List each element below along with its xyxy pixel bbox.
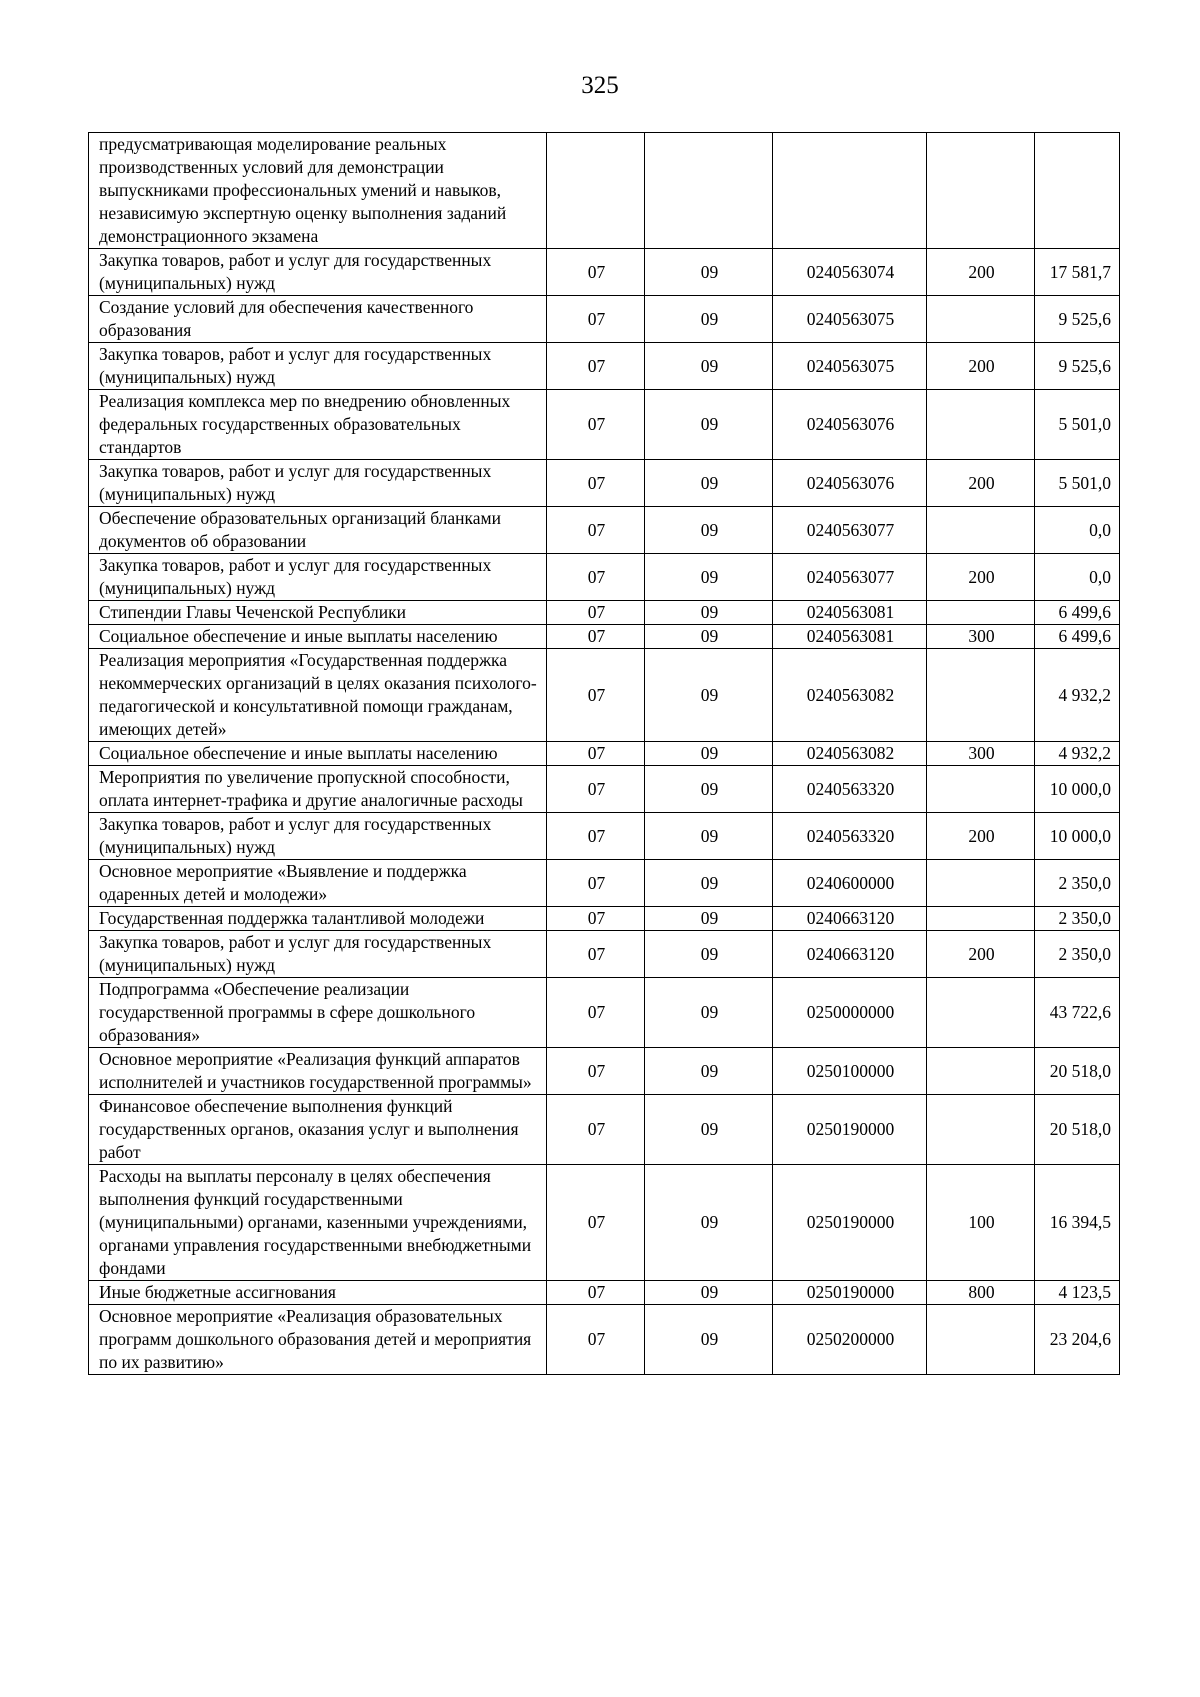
- row-name-cell: предусматривающая моделирование реальных производственных условий для демонстрации выпускниками профессиональных умений и навыков, независимую экспертную оценку выполнения заданий демонстрационного экзамена: [89, 133, 547, 249]
- table-row: [89, 931, 1120, 978]
- section-code-cell: 07: [547, 1165, 645, 1281]
- table-row: [89, 507, 1120, 554]
- section-code-cell: [547, 133, 645, 249]
- table-row: [89, 296, 1120, 343]
- row-name-cell: Финансовое обеспечение выполнения функций государственных органов, оказания услуг и выполнения работ: [89, 1095, 547, 1165]
- expense-type-cell: 200: [927, 460, 1035, 507]
- subsection-code-cell: 09: [645, 1048, 773, 1095]
- section-code-cell: 07: [547, 390, 645, 460]
- subsection-code-cell: 09: [645, 813, 773, 860]
- expense-type-cell: [927, 860, 1035, 907]
- table-row: [89, 1095, 1120, 1165]
- section-code-cell: 07: [547, 460, 645, 507]
- subsection-code-cell: 09: [645, 249, 773, 296]
- target-article-cell: 0240563076: [773, 460, 927, 507]
- expense-type-cell: [927, 907, 1035, 931]
- row-name-cell: Закупка товаров, работ и услуг для государственных (муниципальных) нужд: [89, 249, 547, 296]
- target-article-cell: 0240663120: [773, 931, 927, 978]
- amount-cell: [1035, 133, 1120, 249]
- amount-cell: 0,0: [1035, 507, 1120, 554]
- table-row: [89, 813, 1120, 860]
- target-article-cell: 0250190000: [773, 1281, 927, 1305]
- expense-type-cell: [927, 649, 1035, 742]
- target-article-cell: 0250200000: [773, 1305, 927, 1375]
- row-name-cell: Создание условий для обеспечения качественного образования: [89, 296, 547, 343]
- amount-cell: 2 350,0: [1035, 931, 1120, 978]
- section-code-cell: 07: [547, 1048, 645, 1095]
- subsection-code-cell: 09: [645, 931, 773, 978]
- target-article-cell: 0240563082: [773, 649, 927, 742]
- target-article-cell: 0250190000: [773, 1095, 927, 1165]
- amount-cell: 4 932,2: [1035, 742, 1120, 766]
- table-row: [89, 978, 1120, 1048]
- amount-cell: 10 000,0: [1035, 813, 1120, 860]
- amount-cell: 6 499,6: [1035, 601, 1120, 625]
- row-name-cell: Реализация мероприятия «Государственная поддержка некоммерческих организаций в целях оказания психолого-педагогической и консультативной помощи гражданам, имеющих детей»: [89, 649, 547, 742]
- target-article-cell: 0240563077: [773, 507, 927, 554]
- subsection-code-cell: 09: [645, 860, 773, 907]
- amount-cell: 10 000,0: [1035, 766, 1120, 813]
- table-row: [89, 649, 1120, 742]
- target-article-cell: 0240663120: [773, 907, 927, 931]
- section-code-cell: 07: [547, 249, 645, 296]
- expense-type-cell: [927, 296, 1035, 343]
- amount-cell: 16 394,5: [1035, 1165, 1120, 1281]
- target-article-cell: 0240563075: [773, 296, 927, 343]
- row-name-cell: Обеспечение образовательных организаций бланками документов об образовании: [89, 507, 547, 554]
- amount-cell: 5 501,0: [1035, 460, 1120, 507]
- row-name-cell: Расходы на выплаты персоналу в целях обеспечения выполнения функций государственными (муниципальными) органами, казенными учреждениями, органами управления государственными внебюджетными фондами: [89, 1165, 547, 1281]
- target-article-cell: 0240563076: [773, 390, 927, 460]
- row-name-cell: Социальное обеспечение и иные выплаты населению: [89, 742, 547, 766]
- table-row: [89, 460, 1120, 507]
- row-name-cell: Закупка товаров, работ и услуг для государственных (муниципальных) нужд: [89, 554, 547, 601]
- expense-type-cell: [927, 133, 1035, 249]
- subsection-code-cell: 09: [645, 1165, 773, 1281]
- subsection-code-cell: 09: [645, 343, 773, 390]
- amount-cell: 20 518,0: [1035, 1095, 1120, 1165]
- target-article-cell: 0240563082: [773, 742, 927, 766]
- expense-type-cell: 800: [927, 1281, 1035, 1305]
- section-code-cell: 07: [547, 813, 645, 860]
- expense-type-cell: [927, 1095, 1035, 1165]
- table-row: [89, 766, 1120, 813]
- expense-type-cell: [927, 390, 1035, 460]
- row-name-cell: Закупка товаров, работ и услуг для государственных (муниципальных) нужд: [89, 460, 547, 507]
- section-code-cell: 07: [547, 1305, 645, 1375]
- target-article-cell: 0240563077: [773, 554, 927, 601]
- target-article-cell: 0250190000: [773, 1165, 927, 1281]
- table-row: [89, 249, 1120, 296]
- row-name-cell: Закупка товаров, работ и услуг для государственных (муниципальных) нужд: [89, 813, 547, 860]
- table-row: [89, 133, 1120, 249]
- section-code-cell: 07: [547, 742, 645, 766]
- amount-cell: 4 123,5: [1035, 1281, 1120, 1305]
- row-name-cell: Подпрограмма «Обеспечение реализации государственной программы в сфере дошкольного образования»: [89, 978, 547, 1048]
- target-article-cell: 0240563075: [773, 343, 927, 390]
- table-row: [89, 1165, 1120, 1281]
- amount-cell: 6 499,6: [1035, 625, 1120, 649]
- subsection-code-cell: [645, 133, 773, 249]
- section-code-cell: 07: [547, 860, 645, 907]
- section-code-cell: 07: [547, 625, 645, 649]
- subsection-code-cell: 09: [645, 554, 773, 601]
- table-row: [89, 907, 1120, 931]
- table-row: [89, 860, 1120, 907]
- expense-type-cell: [927, 766, 1035, 813]
- row-name-cell: Иные бюджетные ассигнования: [89, 1281, 547, 1305]
- row-name-cell: Стипендии Главы Чеченской Республики: [89, 601, 547, 625]
- target-article-cell: 0250000000: [773, 978, 927, 1048]
- expense-type-cell: 200: [927, 249, 1035, 296]
- expense-type-cell: 300: [927, 625, 1035, 649]
- amount-cell: 23 204,6: [1035, 1305, 1120, 1375]
- section-code-cell: 07: [547, 343, 645, 390]
- table-row: [89, 343, 1120, 390]
- subsection-code-cell: 09: [645, 390, 773, 460]
- amount-cell: 5 501,0: [1035, 390, 1120, 460]
- expense-type-cell: 200: [927, 931, 1035, 978]
- subsection-code-cell: 09: [645, 296, 773, 343]
- amount-cell: 9 525,6: [1035, 343, 1120, 390]
- table-row: [89, 742, 1120, 766]
- subsection-code-cell: 09: [645, 766, 773, 813]
- amount-cell: 2 350,0: [1035, 907, 1120, 931]
- amount-cell: 9 525,6: [1035, 296, 1120, 343]
- section-code-cell: 07: [547, 1095, 645, 1165]
- expense-type-cell: [927, 978, 1035, 1048]
- section-code-cell: 07: [547, 1281, 645, 1305]
- section-code-cell: 07: [547, 507, 645, 554]
- table-row: [89, 625, 1120, 649]
- target-article-cell: 0240600000: [773, 860, 927, 907]
- expense-type-cell: 100: [927, 1165, 1035, 1281]
- expense-type-cell: [927, 507, 1035, 554]
- subsection-code-cell: 09: [645, 1305, 773, 1375]
- expense-type-cell: [927, 1048, 1035, 1095]
- row-name-cell: Мероприятия по увеличение пропускной способности, оплата интернет-трафика и другие аналогичные расходы: [89, 766, 547, 813]
- section-code-cell: 07: [547, 649, 645, 742]
- subsection-code-cell: 09: [645, 978, 773, 1048]
- table-row: [89, 601, 1120, 625]
- page-number: 325: [581, 72, 619, 99]
- row-name-cell: Основное мероприятие «Реализация образовательных программ дошкольного образования детей и мероприятия по их развитию»: [89, 1305, 547, 1375]
- row-name-cell: Социальное обеспечение и иные выплаты населению: [89, 625, 547, 649]
- expense-type-cell: 200: [927, 554, 1035, 601]
- row-name-cell: Основное мероприятие «Реализация функций аппаратов исполнителей и участников государственной программы»: [89, 1048, 547, 1095]
- section-code-cell: 07: [547, 931, 645, 978]
- section-code-cell: 07: [547, 296, 645, 343]
- subsection-code-cell: 09: [645, 625, 773, 649]
- subsection-code-cell: 09: [645, 907, 773, 931]
- section-code-cell: 07: [547, 554, 645, 601]
- section-code-cell: 07: [547, 907, 645, 931]
- budget-table-body: [89, 133, 1120, 1375]
- target-article-cell: 0240563320: [773, 813, 927, 860]
- section-code-cell: 07: [547, 766, 645, 813]
- target-article-cell: 0250100000: [773, 1048, 927, 1095]
- row-name-cell: Основное мероприятие «Выявление и поддержка одаренных детей и молодежи»: [89, 860, 547, 907]
- row-name-cell: Закупка товаров, работ и услуг для государственных (муниципальных) нужд: [89, 343, 547, 390]
- amount-cell: 20 518,0: [1035, 1048, 1120, 1095]
- subsection-code-cell: 09: [645, 507, 773, 554]
- section-code-cell: 07: [547, 978, 645, 1048]
- target-article-cell: 0240563074: [773, 249, 927, 296]
- section-code-cell: 07: [547, 601, 645, 625]
- target-article-cell: [773, 133, 927, 249]
- subsection-code-cell: 09: [645, 460, 773, 507]
- budget-table: [88, 132, 1120, 1375]
- expense-type-cell: 200: [927, 813, 1035, 860]
- amount-cell: 4 932,2: [1035, 649, 1120, 742]
- amount-cell: 2 350,0: [1035, 860, 1120, 907]
- target-article-cell: 0240563081: [773, 625, 927, 649]
- target-article-cell: 0240563320: [773, 766, 927, 813]
- expense-type-cell: [927, 601, 1035, 625]
- subsection-code-cell: 09: [645, 742, 773, 766]
- table-row: [89, 1281, 1120, 1305]
- expense-type-cell: 200: [927, 343, 1035, 390]
- target-article-cell: 0240563081: [773, 601, 927, 625]
- expense-type-cell: 300: [927, 742, 1035, 766]
- row-name-cell: Реализация комплекса мер по внедрению обновленных федеральных государственных образовательных стандартов: [89, 390, 547, 460]
- subsection-code-cell: 09: [645, 1095, 773, 1165]
- subsection-code-cell: 09: [645, 649, 773, 742]
- table-row: [89, 390, 1120, 460]
- table-row: [89, 554, 1120, 601]
- table-row: [89, 1305, 1120, 1375]
- amount-cell: 17 581,7: [1035, 249, 1120, 296]
- expense-type-cell: [927, 1305, 1035, 1375]
- table-row: [89, 1048, 1120, 1095]
- amount-cell: 0,0: [1035, 554, 1120, 601]
- amount-cell: 43 722,6: [1035, 978, 1120, 1048]
- subsection-code-cell: 09: [645, 1281, 773, 1305]
- row-name-cell: Государственная поддержка талантливой молодежи: [89, 907, 547, 931]
- row-name-cell: Закупка товаров, работ и услуг для государственных (муниципальных) нужд: [89, 931, 547, 978]
- subsection-code-cell: 09: [645, 601, 773, 625]
